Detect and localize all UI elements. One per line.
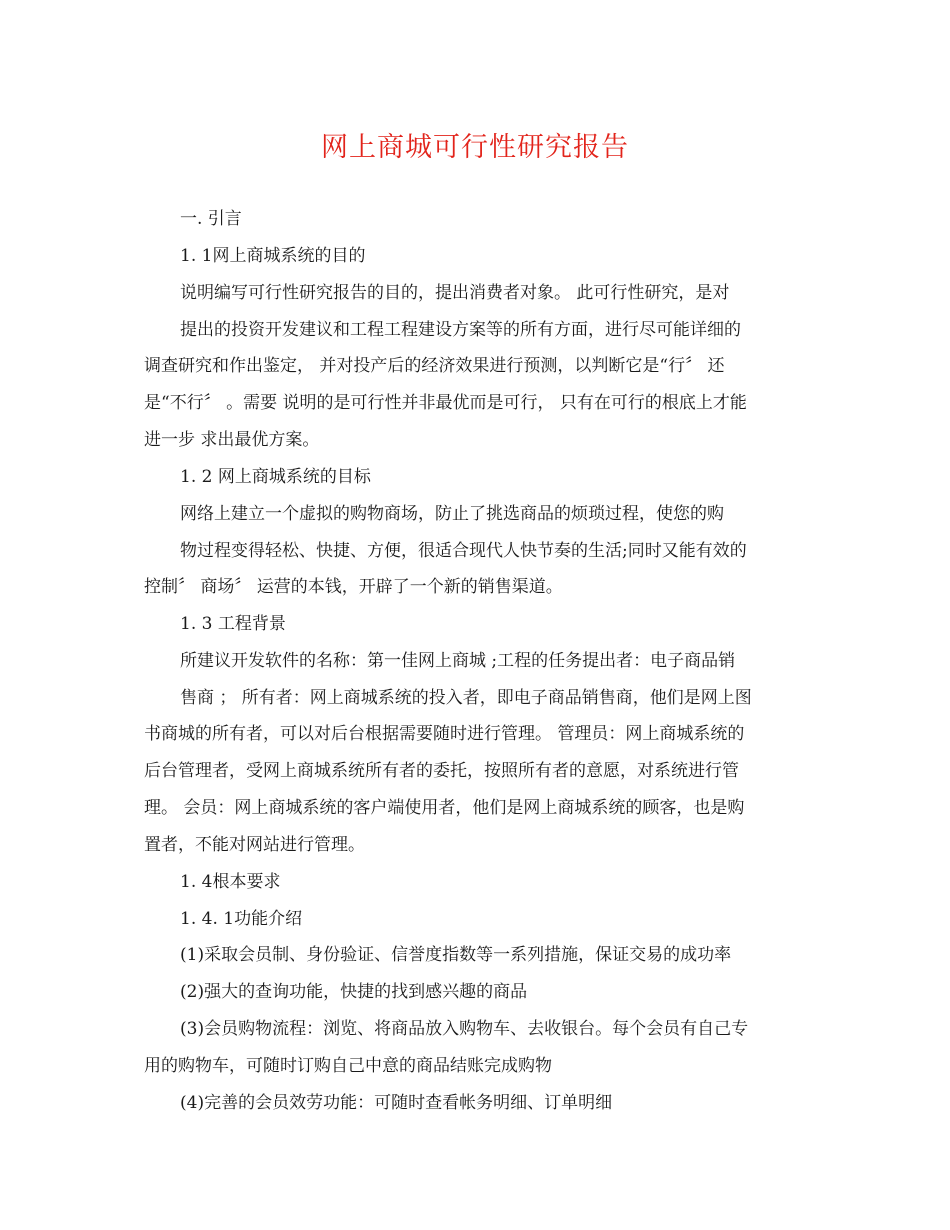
feature-item-3-line-2: 用的购物车，可随时订购自己中意的商品结账完成购物 — [144, 1056, 552, 1076]
paragraph-background-line-3: 书商城的所有者，可以对后台根据需要随时进行管理。 管理员：网上商城系统的 — [144, 724, 745, 744]
document-title: 网上商城可行性研究报告 — [321, 132, 629, 163]
heading-1-2-goal: 1. 2 网上商城系统的目标 — [180, 467, 371, 487]
paragraph-purpose-line-1: 说明编写可行性研究报告的目的，提出消费者对象。 此可行性研究，是对 — [180, 283, 730, 303]
paragraph-goal-line-1: 网络上建立一个虚拟的购物商场，防止了挑选商品的烦琐过程，使您的购 — [180, 504, 724, 524]
paragraph-purpose-line-2: 提出的投资开发建议和工程工程建设方案等的所有方面，进行尽可能详细的 — [180, 320, 741, 340]
heading-introduction: 一. 引言 — [180, 209, 242, 229]
feature-item-2: (2)强大的查询功能，快捷的找到感兴趣的商品 — [180, 982, 528, 1002]
heading-1-4-1-features: 1. 4. 1功能介绍 — [180, 909, 303, 929]
paragraph-background-line-2: 售商 ； 所有者：网上商城系统的投入者，即电子商品销售商，他们是网上图 — [180, 688, 752, 708]
paragraph-background-line-5: 理。 会员：网上商城系统的客户端使用者，他们是网上商城系统的顾客，也是购 — [144, 798, 745, 818]
feature-item-1: (1)采取会员制、身份验证、信誉度指数等一系列措施，保证交易的成功率 — [180, 945, 732, 965]
paragraph-goal-line-3: 控制〞 商场〞 运营的本钱，开辟了一个新的销售渠道。 — [144, 577, 563, 597]
paragraph-background-line-6: 置者，不能对网站进行管理。 — [144, 835, 365, 855]
paragraph-purpose-line-4: 是“不行〞 。需要 说明的是可行性并非最优而是可行， 只有在可行的根底上才能 — [144, 393, 747, 413]
paragraph-purpose-line-3: 调查研究和作出鉴定， 并对投产后的经济效果进行预测，以判断它是“行〞 还 — [144, 356, 725, 376]
paragraph-background-line-1: 所建议开发软件的名称：第一佳网上商城 ;工程的任务提出者：电子商品销 — [180, 651, 736, 671]
paragraph-goal-line-2: 物过程变得轻松、快捷、方便，很适合现代人快节奏的生活;同时又能有效的 — [180, 541, 747, 561]
heading-1-4-requirements: 1. 4根本要求 — [180, 872, 281, 892]
paragraph-purpose-line-5: 进一步 求出最优方案。 — [144, 430, 320, 450]
heading-1-3-background: 1. 3 工程背景 — [180, 614, 286, 634]
feature-item-3-line-1: (3)会员购物流程：浏览、将商品放入购物车、去收银台。每个会员有自己专 — [180, 1019, 749, 1039]
heading-1-1-purpose: 1. 1网上商城系统的目的 — [180, 246, 366, 266]
paragraph-background-line-4: 后台管理者，受网上商城系统所有者的委托，按照所有者的意愿，对系统进行管 — [144, 761, 739, 781]
feature-item-4: (4)完善的会员效劳功能：可随时查看帐务明细、订单明细 — [180, 1093, 613, 1113]
